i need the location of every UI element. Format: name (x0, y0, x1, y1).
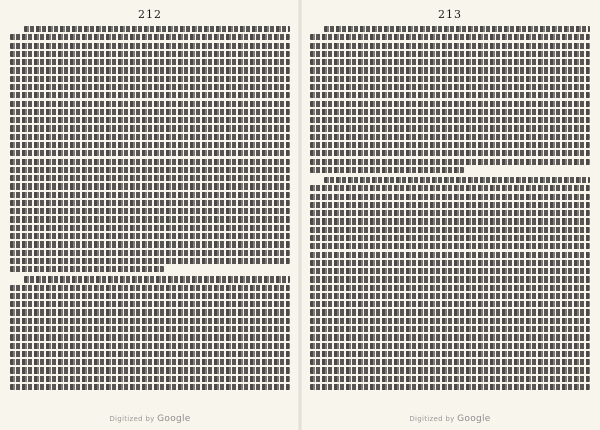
right-page-text (310, 26, 590, 398)
text-line (310, 142, 590, 148)
text-line (10, 351, 290, 357)
text-line (10, 359, 290, 365)
text-line (310, 43, 590, 49)
text-line (310, 301, 590, 307)
text-line (10, 241, 290, 247)
text-line (310, 384, 590, 390)
text-line (10, 150, 290, 156)
text-line (10, 334, 290, 340)
text-line (324, 177, 590, 183)
text-line (310, 202, 590, 208)
text-line (10, 175, 290, 181)
text-line (10, 233, 290, 239)
text-line (310, 67, 590, 73)
text-line (310, 243, 590, 249)
text-line (310, 285, 590, 291)
text-line (310, 76, 590, 82)
text-line (10, 34, 290, 40)
text-line (10, 376, 290, 382)
text-line (310, 84, 590, 90)
text-line (10, 266, 164, 272)
text-line (10, 51, 290, 57)
watermark-prefix: Digitized by (109, 415, 155, 423)
text-line (10, 343, 290, 349)
text-line (310, 59, 590, 65)
text-line (310, 334, 590, 340)
text-line (310, 235, 590, 241)
right-page (300, 0, 600, 430)
text-line (10, 192, 290, 198)
text-line (310, 343, 590, 349)
text-line (10, 293, 290, 299)
text-line (10, 216, 290, 222)
google-watermark-left (0, 414, 300, 424)
text-line (310, 367, 590, 373)
text-line (24, 276, 290, 282)
text-line (10, 225, 290, 231)
text-line (10, 208, 290, 214)
text-line (310, 150, 590, 156)
text-line (310, 252, 590, 258)
text-line (10, 134, 290, 140)
text-line (310, 109, 590, 115)
text-line (310, 276, 590, 282)
google-logo-text: Google (457, 414, 491, 424)
text-line (310, 210, 590, 216)
text-line (324, 26, 590, 32)
page-number-right: 213 (438, 8, 462, 21)
text-line (310, 101, 590, 107)
page-number-left: 212 (138, 8, 162, 21)
text-line (310, 134, 590, 140)
text-line (310, 351, 590, 357)
text-line (10, 125, 290, 131)
text-line (10, 142, 290, 148)
text-line (10, 167, 290, 173)
text-line (10, 84, 290, 90)
text-line (24, 26, 290, 32)
text-line (10, 309, 290, 315)
google-watermark-right (300, 414, 600, 424)
text-line (310, 159, 590, 165)
text-line (310, 125, 590, 131)
text-line (10, 67, 290, 73)
text-line (310, 117, 590, 123)
text-line (10, 101, 290, 107)
text-line (10, 183, 290, 189)
text-line (10, 250, 290, 256)
text-line (310, 359, 590, 365)
text-line (10, 326, 290, 332)
text-line (310, 92, 590, 98)
text-line (310, 326, 590, 332)
left-page-text (10, 26, 290, 398)
text-line (10, 367, 290, 373)
text-line (10, 159, 290, 165)
text-line (10, 285, 290, 291)
text-line (10, 43, 290, 49)
text-line (10, 301, 290, 307)
text-line (310, 167, 464, 173)
text-line (310, 309, 590, 315)
text-line (310, 227, 590, 233)
text-line (310, 260, 590, 266)
text-line (10, 318, 290, 324)
text-line (10, 92, 290, 98)
text-line (10, 59, 290, 65)
text-line (310, 268, 590, 274)
text-line (310, 218, 590, 224)
text-line (310, 293, 590, 299)
text-line (10, 117, 290, 123)
text-line (10, 200, 290, 206)
text-line (310, 318, 590, 324)
google-logo-text: Google (157, 414, 191, 424)
watermark-prefix: Digitized by (409, 415, 455, 423)
text-line (310, 51, 590, 57)
text-line (310, 185, 590, 191)
text-line (310, 376, 590, 382)
text-line (10, 109, 290, 115)
text-line (10, 384, 290, 390)
text-line (10, 258, 290, 264)
text-line (310, 34, 590, 40)
text-line (10, 76, 290, 82)
text-line (310, 194, 590, 200)
